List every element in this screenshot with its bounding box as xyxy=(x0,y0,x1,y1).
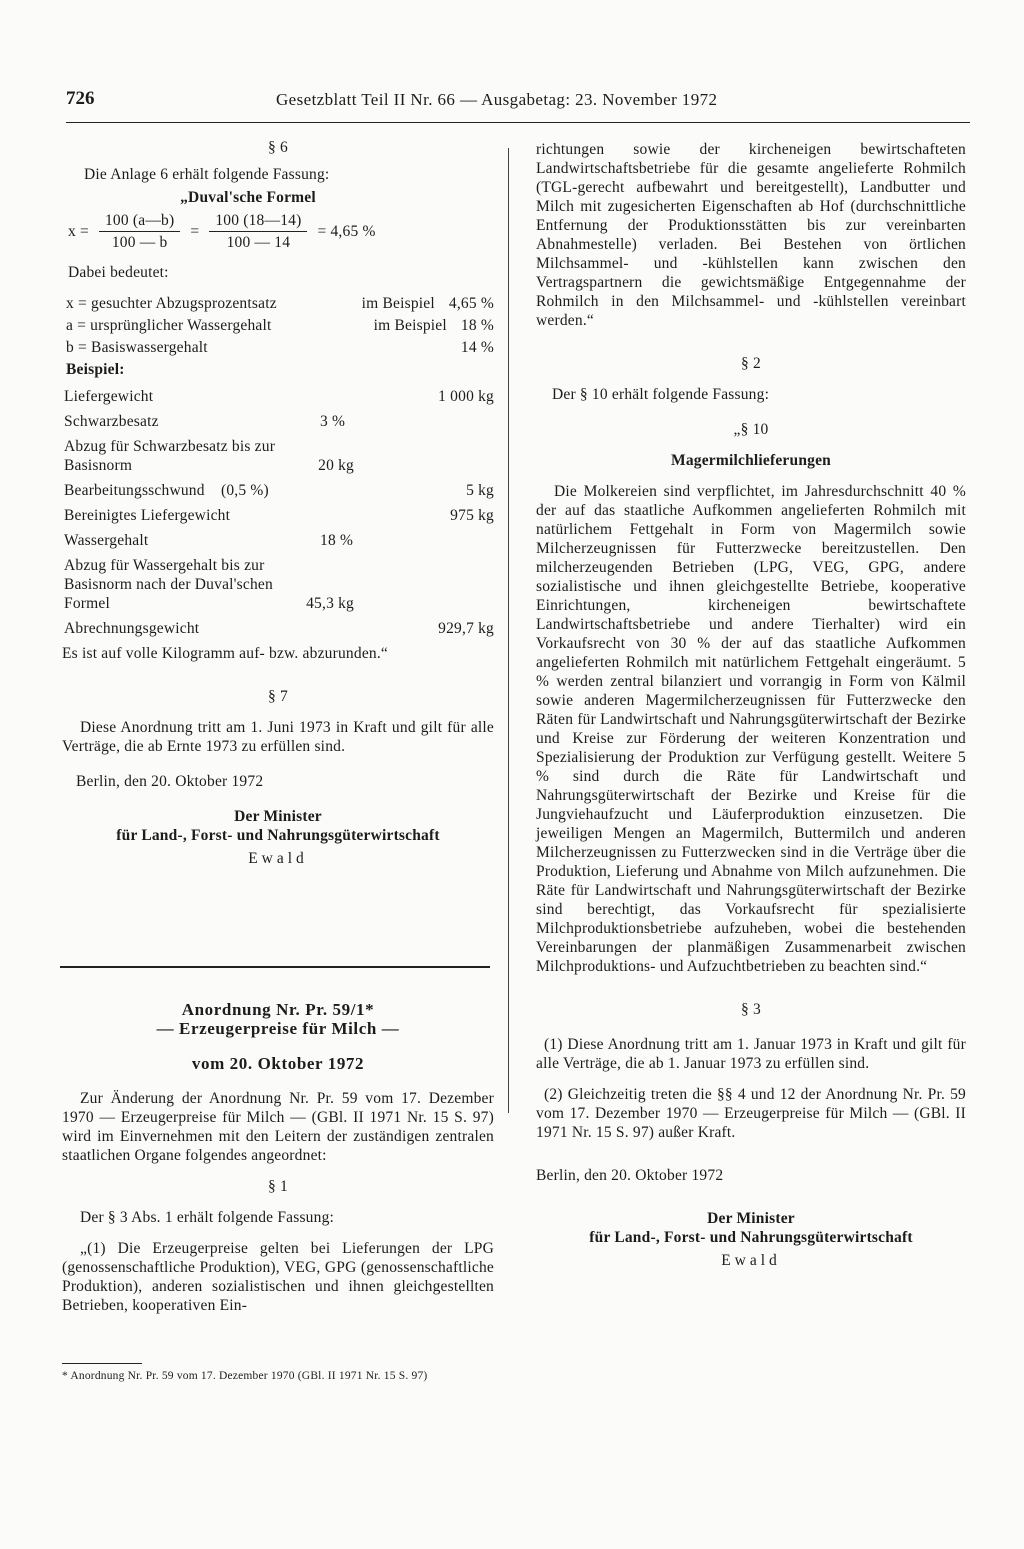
page-header xyxy=(66,86,970,123)
section-7-text: Diese Anordnung tritt am 1. Juni 1973 in Kraft und gilt für alle Verträge, die ab Ernte 1973 zu erfüllen sind. xyxy=(62,719,494,755)
section-1-heading: § 1 xyxy=(268,1178,288,1195)
beispiel-row xyxy=(64,556,494,613)
ordinance-subtitle: — Erzeugerpreise für Milch — xyxy=(156,1019,400,1038)
row-label: Liefergewicht xyxy=(64,388,154,405)
fraction-1-denominator: 100 — b xyxy=(111,233,168,251)
section-6-heading: § 6 xyxy=(268,139,288,156)
signature-name: Ewald xyxy=(721,1252,781,1269)
beispiel-row xyxy=(64,531,494,550)
beispiel-row xyxy=(64,412,494,431)
column-divider xyxy=(508,148,509,1113)
beispiel-row xyxy=(64,437,494,475)
legend-label: b = Basiswassergehalt xyxy=(66,339,208,356)
section-3-paragraph-1: (1) Diese Anordnung tritt am 1. Januar 1973 in Kraft und gilt für alle Verträge, die ab 1. Januar 1973 zu erfüllen sind. xyxy=(536,1036,966,1072)
ordinance-date: vom 20. Oktober 1972 xyxy=(191,1054,365,1073)
row-value: 5 kg xyxy=(466,482,494,499)
row-label: Abzug für Wassergehalt bis zur Basisnorm nach der Duval'schen Formel xyxy=(64,557,273,612)
formula-lhs: x = xyxy=(68,222,89,240)
formula-fraction-2 xyxy=(209,211,307,252)
place-date: Berlin, den 20. Oktober 1972 xyxy=(536,1167,724,1184)
ordinance-title: Anordnung Nr. Pr. 59/1* xyxy=(181,1000,375,1019)
page-number: 726 xyxy=(66,88,95,109)
section-separator-rule xyxy=(60,966,490,968)
formula-fraction-1 xyxy=(99,211,180,252)
row-value: 45,3 kg xyxy=(306,595,354,612)
formula-title: „Duval'sche Formel xyxy=(180,189,316,206)
legend-row xyxy=(66,294,494,313)
legend-row xyxy=(66,338,494,357)
formula-result: = 4,65 % xyxy=(317,222,376,240)
duval-formula xyxy=(68,209,494,253)
legend-example: im Beispiel xyxy=(373,317,447,334)
section-10-text: Die Molkereien sind verpflichtet, im Jahresdurchschnitt 40 % der auf das staatliche Aufkommen angelieferten Rohmilch mit natürlichem Fettgehalt in Form von Magermilch sowie Milcherzeugnissen für Futterzwecke bereitzustellen. Den milcherzeugenden Betrieben (LPG, VEG, GPG, andere sozialistische und ihnen gleichgestellte Betriebe, kooperative Einrichtungen, kircheneigen bewirtschaftete Landwirtschaftsbetriebe und andere Tierhalter) wird ein Vorkaufsrecht von 30 % der auf das staatliche Aufkommen angelieferten Rohmilch mit natürlichem Fettgehalt eingeräumt. 5 % werden zentral bilanziert und vorrangig in Form von Kälmil sowie anderen Magermilcherzeugnissen für Futterzwecke den Räten für Landwirtschaft und Nahrungsgüterwirtschaft der Bezirke und Kreise zur Förderung der weiteren Konzentration und Spezialisierung der Produktion zur Verfügung gestellt. Weitere 5 % sind durch die Räte für Landwirtschaft und Nahrungsgüterwirtschaft der Bezirke und Kreise für die Jungviehaufzucht und Läuferproduktion einzusetzen. Die jeweiligen Mengen an Magermilch, Buttermilch und anderen Milcherzeugnissen zu Futterzwecken sind in die Verträge über die Produktion, Lieferung und Abnahme von Milch aufzunehmen. Die Räte für Landwirtschaft und Nahrungsgüterwirtschaft der Bezirke sind berechtigt, das Vorkaufsrecht für spezialisierte Milchproduktionsbetriebe aufzuheben, wobei die bestehenden Vereinbarungen der planmäßigen Zusammenarbeit zwischen Milchproduktions- und Aufzuchtbetrieben zu beachten sind.“ xyxy=(536,483,966,975)
legend-label: x = gesuchter Abzugsprozentsatz xyxy=(66,295,277,312)
section-10-heading: „§ 10 xyxy=(733,421,769,438)
fraction-2-numerator: 100 (18—14) xyxy=(209,211,307,232)
signature-title: Der Minister xyxy=(707,1210,795,1227)
signature-name: Ewald xyxy=(248,850,308,867)
section-2-heading: § 2 xyxy=(741,355,761,372)
row-percent: 3 % xyxy=(320,413,346,430)
section-7-heading: § 7 xyxy=(268,688,288,705)
running-title: Gesetzblatt Teil II Nr. 66 — Ausgabetag: 23. November 1972 xyxy=(276,90,718,109)
row-value: 1 000 kg xyxy=(438,388,494,405)
rounding-note: Es ist auf volle Kilogramm auf- bzw. abzurunden.“ xyxy=(62,645,389,662)
legend-example: im Beispiel xyxy=(361,295,435,312)
row-value: 929,7 kg xyxy=(438,620,494,637)
section-3-paragraph-2: (2) Gleichzeitig treten die §§ 4 und 12 der Anordnung Nr. Pr. 59 vom 17. Dezember 1970 — Erzeugerpreise für Milch — (GBl. II 1971 Nr. 15 S. 97) außer Kraft. xyxy=(536,1086,966,1141)
signature-title: Der Minister xyxy=(234,808,322,825)
footnote: * Anordnung Nr. Pr. 59 vom 17. Dezember 1970 (GBl. II 1971 Nr. 15 S. 97) xyxy=(62,1370,428,1382)
row-value: 975 kg xyxy=(450,507,494,524)
row-label: Bearbeitungsschwund (0,5 %) xyxy=(64,482,269,499)
section-2-intro: Der § 10 erhält folgende Fassung: xyxy=(552,386,770,403)
beispiel-table xyxy=(64,387,494,638)
right-column xyxy=(536,140,966,1270)
dabei-label: Dabei bedeutet: xyxy=(68,264,169,281)
row-label: Schwarzbesatz xyxy=(64,413,159,430)
beispiel-heading: Beispiel: xyxy=(66,361,125,378)
beispiel-row xyxy=(64,481,494,500)
left-column xyxy=(62,138,494,868)
signature-ministry: für Land-, Forst- und Nahrungsgüterwirtschaft xyxy=(116,827,440,844)
row-label: Bereinigtes Liefergewicht xyxy=(64,507,231,524)
section-3-heading: § 3 xyxy=(741,1001,761,1018)
row-percent: 18 % xyxy=(320,532,354,549)
fraction-1-numerator: 100 (a—b) xyxy=(99,211,180,232)
section-1-continuation: richtungen sowie der kircheneigen bewirtschafteten Landwirtschaftsbetriebe für die gesamte angelieferte Rohmilch (TGL-gerecht aufbewahrt und bereitgestellt), Landbutter und Milch mit zugesicherten Eigenschaften ab Hof (durchschnittliche Entfernung der Produktionsstätten bis zur vereinbarten Abnahmestelle) verladen. Bei Bestehen von örtlichen Milchsammel- und -kühlstellen kann zwischen den Vertragspartnern die gewichtsmäßige Entgegennahme der Rohmilch in den Milchsammel- und -kühlstellen vereinbart werden.“ xyxy=(536,141,966,329)
legend-value: 18 % xyxy=(460,317,494,334)
beispiel-row xyxy=(64,619,494,638)
beispiel-row xyxy=(64,387,494,406)
legend-label: a = ursprünglicher Wassergehalt xyxy=(66,317,272,334)
signature-ministry: für Land-, Forst- und Nahrungsgüterwirtschaft xyxy=(589,1229,913,1246)
row-label: Abrechnungsgewicht xyxy=(64,620,200,637)
legend-value: 4,65 % xyxy=(448,295,494,312)
formula-legend xyxy=(66,294,494,357)
beispiel-row xyxy=(64,506,494,525)
fraction-2-denominator: 100 — 14 xyxy=(226,233,291,251)
ordinance-block xyxy=(62,1000,494,1315)
formula-equals: = xyxy=(190,222,200,240)
section-1-text: „(1) Die Erzeugerpreise gelten bei Lieferungen der LPG (genossenschaftliche Produktion), VEG, GPG (genossenschaftliche Produktion), anderen sozialistischen und ihnen gleichgestellten Betrieben, kooperativen Ein- xyxy=(62,1240,494,1314)
row-label: Wassergehalt xyxy=(64,532,149,549)
row-value: 20 kg xyxy=(318,457,354,474)
row-label: Abzug für Schwarzbesatz bis zur Basisnorm xyxy=(64,438,276,474)
legend-value: 14 % xyxy=(460,339,494,356)
section-6-intro: Die Anlage 6 erhält folgende Fassung: xyxy=(84,166,330,183)
section-1-intro: Der § 3 Abs. 1 erhält folgende Fassung: xyxy=(80,1209,335,1226)
ordinance-intro: Zur Änderung der Anordnung Nr. Pr. 59 vom 17. Dezember 1970 — Erzeugerpreise für Milch — (GBl. II 1971 Nr. 15 S. 97) wird im Einvernehmen mit den Leitern der zuständigen zentralen staatlichen Organe folgendes angeordnet: xyxy=(62,1090,494,1164)
section-10-title: Magermilchlieferungen xyxy=(670,452,832,469)
legend-row xyxy=(66,316,494,335)
footnote-rule xyxy=(62,1363,142,1364)
place-date: Berlin, den 20. Oktober 1972 xyxy=(76,773,264,790)
